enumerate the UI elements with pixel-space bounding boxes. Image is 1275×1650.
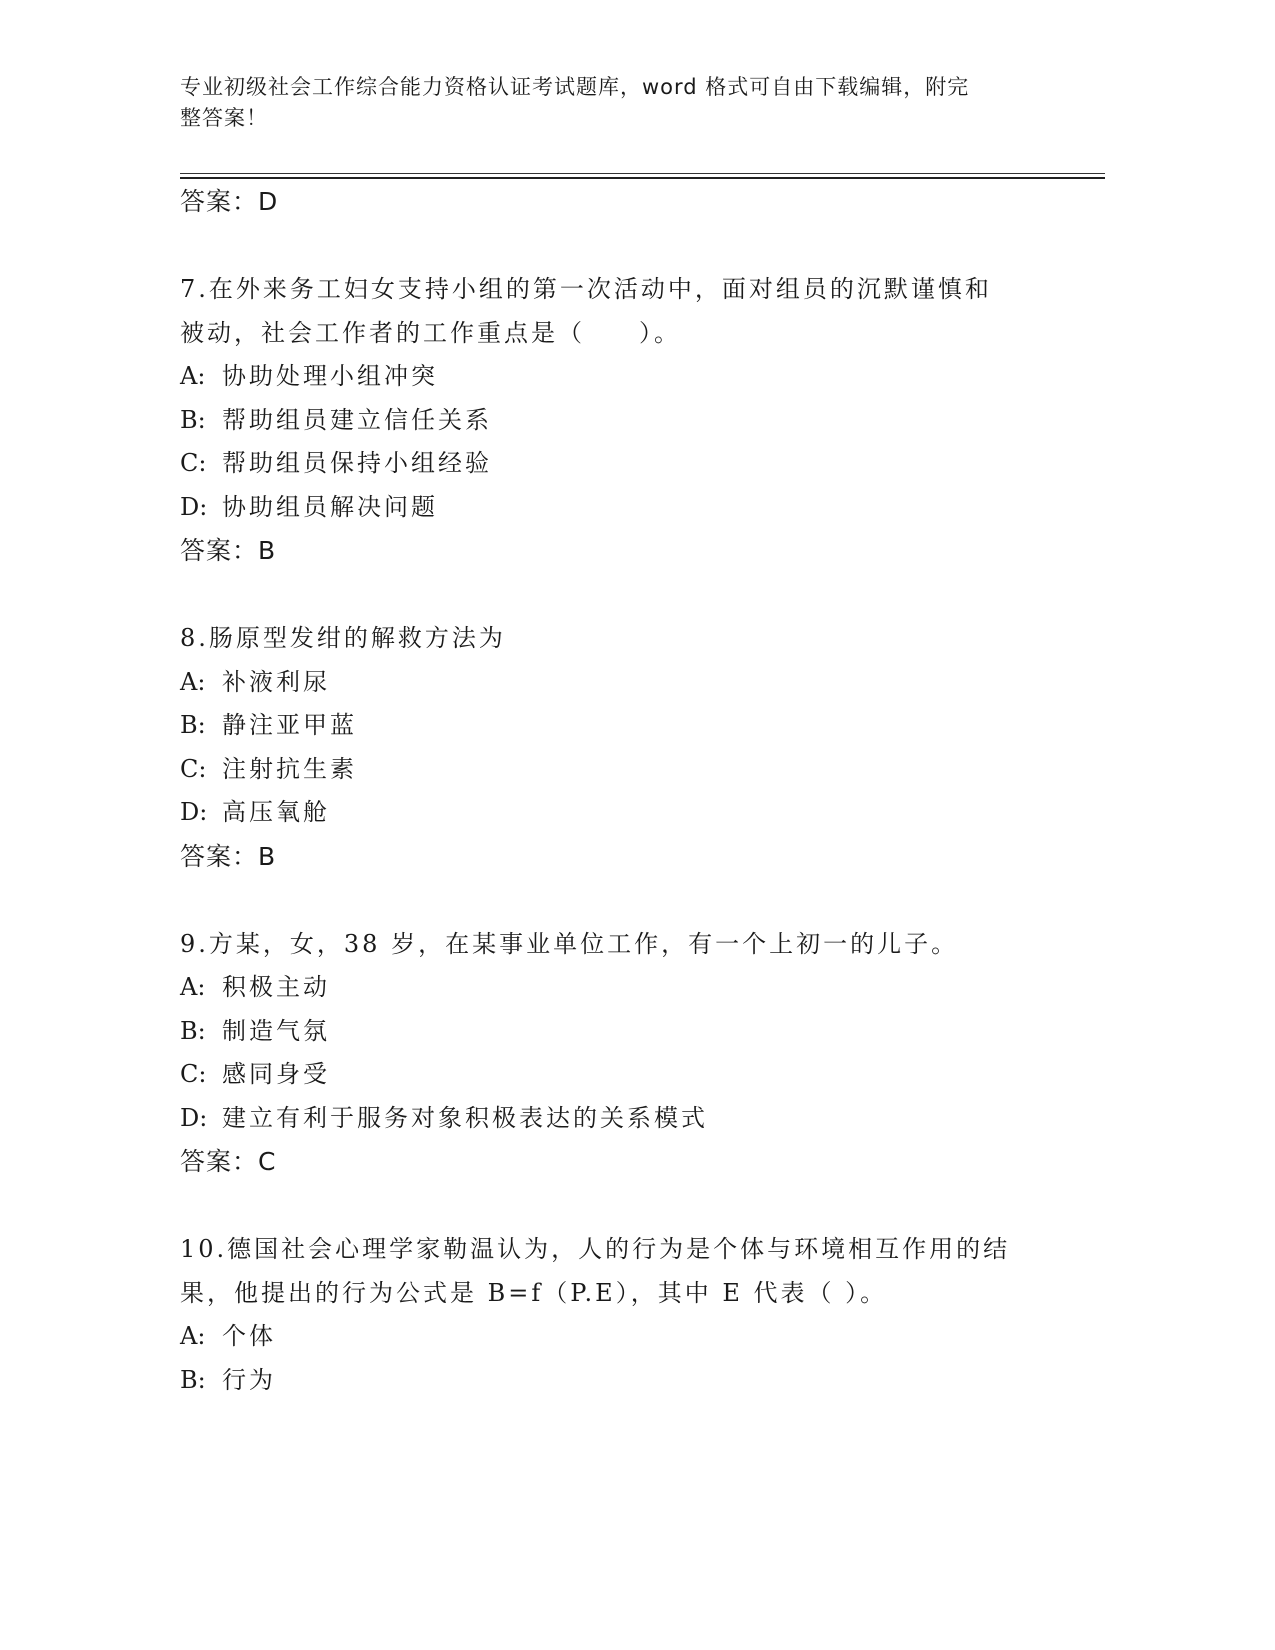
question-text-line: 7.在外来务工妇女支持小组的第一次活动中，面对组员的沉默谨慎和 — [180, 275, 992, 303]
option-key: B: — [180, 711, 206, 739]
option-text: 帮助组员保持小组经验 — [222, 449, 492, 477]
option-d — [180, 486, 1080, 530]
question-text-line: 9.方某，女，38 岁，在某事业单位工作，有一个上初一的儿子。 — [180, 929, 959, 958]
option-a — [180, 1315, 1080, 1359]
document-header — [180, 72, 1040, 134]
option-c — [180, 748, 1080, 792]
answer-line: 答案：B — [180, 841, 277, 871]
option-b — [180, 1010, 1080, 1054]
option-text: 个体 — [222, 1322, 276, 1350]
answer-line: 答案：D — [180, 187, 279, 216]
answer-line: 答案：B — [180, 536, 277, 565]
option-b — [180, 704, 1080, 748]
option-text: 注射抗生素 — [222, 754, 357, 783]
answer-line: 答案：C — [180, 1147, 277, 1176]
option-text: 协助组员解决问题 — [222, 492, 438, 521]
header-rule-thick — [180, 177, 1105, 179]
spacer — [180, 1184, 1080, 1228]
option-text: 行为 — [222, 1365, 276, 1394]
option-text: 帮助组员建立信任关系 — [222, 405, 492, 434]
header-rule-thin — [180, 173, 1105, 174]
option-a — [180, 355, 1080, 399]
header-line-2: 整答案！ — [180, 106, 268, 130]
option-key: A: — [180, 973, 206, 1001]
question-text-line: 10.德国社会心理学家勒温认为，人的行为是个体与环境相互作用的结 — [180, 1235, 1011, 1263]
option-text: 积极主动 — [222, 973, 330, 1001]
option-text: 补液利尿 — [222, 667, 330, 696]
option-a — [180, 966, 1080, 1010]
option-text: 协助处理小组冲突 — [222, 362, 438, 390]
option-text: 静注亚甲蓝 — [222, 711, 357, 739]
option-key: B: — [180, 1016, 206, 1045]
spacer — [180, 224, 1080, 268]
option-b — [180, 1359, 1080, 1403]
option-key: A: — [180, 1322, 206, 1350]
option-key: D: — [180, 798, 208, 826]
question-block — [180, 1228, 1080, 1402]
question-text-line: 8.肠原型发绀的解救方法为 — [180, 624, 506, 652]
question-block — [180, 617, 1080, 879]
option-key: B: — [180, 1365, 206, 1394]
option-key: B: — [180, 405, 206, 434]
option-d — [180, 1097, 1080, 1141]
option-text: 建立有利于服务对象积极表达的关系模式 — [222, 1103, 708, 1132]
option-key: C: — [180, 449, 207, 477]
option-b — [180, 399, 1080, 443]
option-d — [180, 791, 1080, 835]
option-key: D: — [180, 492, 208, 521]
option-c — [180, 442, 1080, 486]
question-list — [180, 180, 1080, 1402]
header-line-1: 专业初级社会工作综合能力资格认证考试题库，word 格式可自由下载编辑，附完 — [180, 75, 970, 99]
option-text: 制造气氛 — [222, 1016, 330, 1045]
option-key: A: — [180, 362, 206, 390]
option-key: A: — [180, 667, 206, 696]
option-key: C: — [180, 1060, 207, 1088]
question-block — [180, 268, 1080, 573]
spacer — [180, 573, 1080, 617]
option-text: 感同身受 — [222, 1060, 330, 1088]
spacer — [180, 879, 1080, 923]
option-key: D: — [180, 1103, 208, 1132]
question-text-line: 果，他提出的行为公式是 B=f（P.E），其中 E 代表（ ）。 — [180, 1278, 888, 1307]
question-block — [180, 923, 1080, 1185]
option-c — [180, 1053, 1080, 1097]
option-key: C: — [180, 754, 207, 783]
question-text-line: 被动，社会工作者的工作重点是（ ）。 — [180, 318, 681, 347]
option-text: 高压氧舱 — [222, 798, 330, 826]
option-a — [180, 661, 1080, 705]
